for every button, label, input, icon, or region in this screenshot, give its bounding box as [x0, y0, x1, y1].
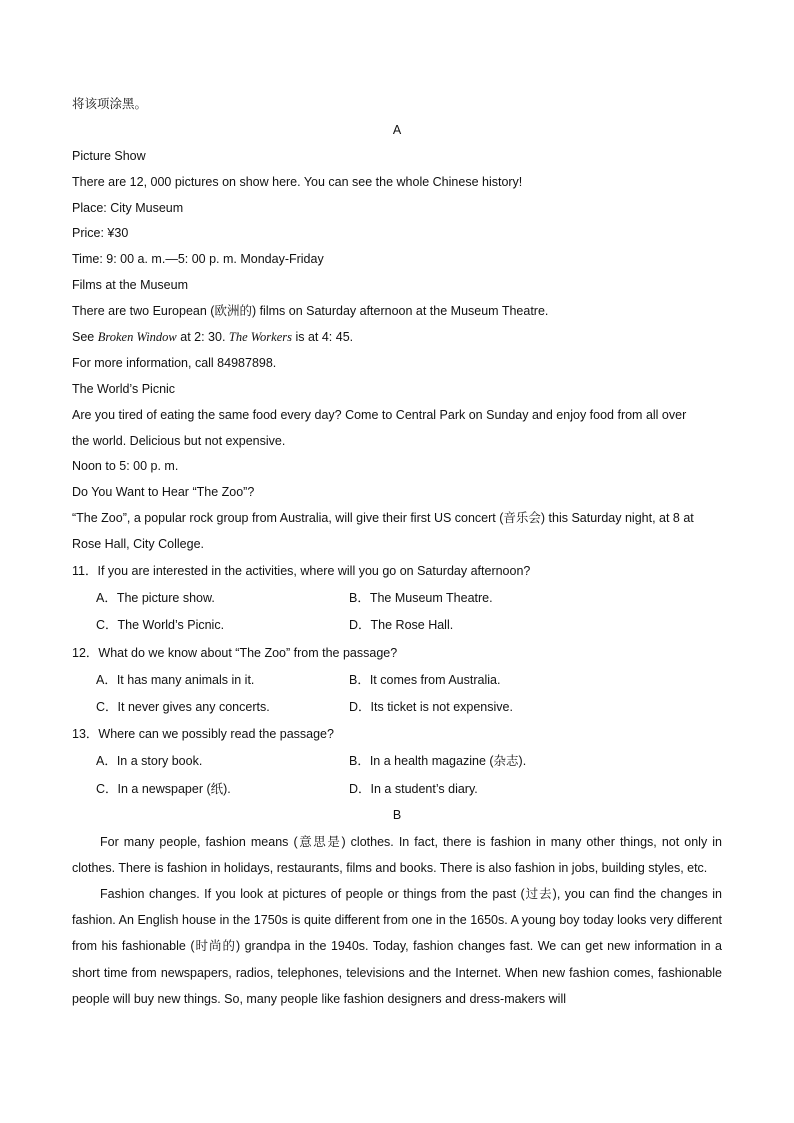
- section-b-label: B: [392, 807, 402, 822]
- question-stem: 13．Where can we possibly read the passage?: [72, 727, 334, 742]
- ad-text: the world. Delicious but not expensive.: [72, 433, 286, 448]
- text-segment: See: [72, 330, 98, 345]
- option-b: B．It comes from Australia.: [349, 672, 501, 687]
- option-d: D．In a student’s diary.: [349, 781, 478, 796]
- exam-page: [72, 92, 722, 1012]
- option-row: [72, 776, 722, 803]
- ad-price: Price: ¥30: [72, 226, 129, 241]
- ad-title-picture-show: Picture Show: [72, 148, 146, 163]
- section-a-label: A: [392, 122, 402, 137]
- ad-title-the-zoo: Do You Want to Hear “The Zoo”?: [72, 485, 255, 500]
- option-row: [72, 612, 722, 639]
- option-a: A．It has many animals in it.: [96, 672, 255, 687]
- option-c: C．The World’s Picnic.: [96, 618, 225, 633]
- text-segment: is at 4: 45.: [291, 330, 354, 345]
- option-c: C．In a newspaper (纸).: [96, 781, 231, 796]
- question-stem: 12．What do we know about “The Zoo” from the passage?: [72, 645, 398, 660]
- ad-text: Rose Hall, City College.: [72, 537, 204, 552]
- passage-paragraph: [72, 829, 722, 881]
- option-row: [72, 667, 722, 694]
- intro-text: 将该项涂黑。: [72, 97, 148, 111]
- ad-text: There are 12, 000 pictures on show here. You can see the whole Chinese history!: [72, 174, 523, 189]
- ad-film-times: [72, 325, 722, 351]
- option-b: B．The Museum Theatre.: [349, 591, 493, 606]
- option-a: A．The picture show.: [96, 591, 215, 606]
- ad-text: “The Zoo”, a popular rock group from Australia, will give their first US concert (音乐会) this Saturday night, at 8 at: [72, 511, 694, 526]
- ad-time: Time: 9: 00 a. m.—5: 00 p. m. Monday-Friday: [72, 252, 324, 267]
- option-row: [72, 694, 722, 721]
- film-title: The Workers: [228, 330, 292, 345]
- option-d: D．Its ticket is not expensive.: [349, 699, 513, 714]
- ad-title-picnic: The World’s Picnic: [72, 381, 176, 396]
- ad-contact: For more information, call 84987898.: [72, 355, 277, 370]
- option-b: B．In a health magazine (杂志).: [349, 754, 527, 769]
- ad-text: Are you tired of eating the same food every day? Come to Central Park on Sunday and enjoy food from all over: [72, 407, 687, 422]
- option-c: C．It never gives any concerts.: [96, 699, 270, 714]
- ad-time: Noon to 5: 00 p. m.: [72, 459, 179, 474]
- option-row: [72, 748, 722, 775]
- text-segment: at 2: 30.: [176, 330, 229, 345]
- paragraph-text: Fashion changes. If you look at pictures of people or things from the past (过去), you can find the changes in fashion. An English house in the 1750s is quite different from one in the 1650s. A young boy today looks very different from his fashionable (时尚的) grandpa in the 1940s. Today, fashion changes fast. We can get new information in a short time from newspapers, radios, telephones, televisions and the Internet. When new fashion comes, fashionable people will buy new things. So, many people like fashion designers and dress-makers will: [72, 887, 722, 1006]
- ad-title-films: Films at the Museum: [72, 278, 189, 293]
- question-stem: 11．If you are interested in the activities, where will you go on Saturday afternoon?: [72, 564, 531, 579]
- ad-place: Place: City Museum: [72, 200, 184, 215]
- passage-paragraph: [72, 881, 722, 1012]
- film-title: Broken Window: [97, 330, 177, 345]
- option-a: A．In a story book.: [96, 754, 203, 769]
- paragraph-text: For many people, fashion means (意思是) clothes. In fact, there is fashion in many other things, not only in clothes. There is fashion in holidays, restaurants, films and books. There is also fashion in jobs, building styles, etc.: [72, 834, 722, 875]
- option-d: D．The Rose Hall.: [349, 618, 454, 633]
- option-row: [72, 585, 722, 612]
- ad-text: There are two European (欧洲的) films on Saturday afternoon at the Museum Theatre.: [72, 304, 549, 319]
